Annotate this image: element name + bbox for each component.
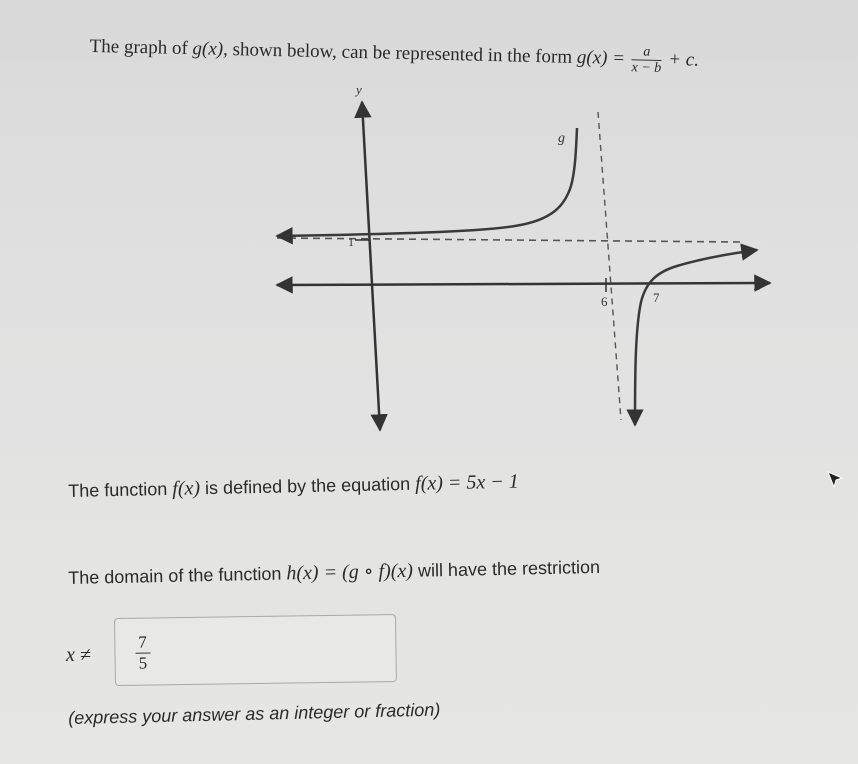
answer-input[interactable] (114, 614, 397, 686)
form-fraction (631, 44, 661, 76)
question-prefix: The graph of (89, 35, 189, 60)
graph-figure (265, 80, 785, 440)
vertical-asymptote (598, 112, 621, 420)
domain-equation: h(x) = (g ∘ f)(x) (286, 559, 414, 585)
domain-text (68, 554, 600, 590)
x-axis (277, 283, 770, 285)
curve-left-branch (277, 128, 577, 236)
f-definition-text (68, 471, 519, 503)
form-suffix: + c. (667, 48, 700, 71)
form-lhs: g(x) = (576, 46, 626, 70)
form-denominator: x − b (631, 60, 662, 76)
curve-label: g (558, 131, 565, 146)
question-middle: shown below, can be represented in the form (232, 39, 573, 68)
f-def-prefix: The function (68, 478, 168, 501)
form-numerator: a (632, 44, 662, 61)
answer-denominator: 5 (138, 653, 148, 673)
y-axis (362, 102, 380, 430)
answer-variable-label: x ≠ (66, 644, 91, 666)
question-func: g(x), (192, 38, 229, 60)
x-tick-label-6: 6 (601, 294, 608, 309)
x-tick-label-7: 7 (653, 290, 660, 305)
y-tick-label: 1 (348, 235, 354, 249)
domain-suffix: will have the restriction (417, 556, 601, 581)
answer-hint: (express your answer as an integer or fraction) (68, 699, 441, 728)
f-def-middle: is defined by the equation (204, 473, 411, 499)
curve-right-branch (635, 250, 757, 425)
f-def-fx: f(x) (172, 477, 201, 500)
mouse-cursor-icon (826, 470, 846, 492)
f-def-equation: f(x) = 5x − 1 (414, 470, 520, 495)
answer-numerator: 7 (135, 633, 150, 654)
horizontal-asymptote (277, 238, 740, 242)
question-text (89, 32, 830, 80)
x-axis-label: x (754, 278, 760, 293)
answer-fraction (135, 633, 150, 674)
y-axis-label: y (356, 82, 362, 97)
domain-prefix: The domain of the function (68, 563, 282, 588)
